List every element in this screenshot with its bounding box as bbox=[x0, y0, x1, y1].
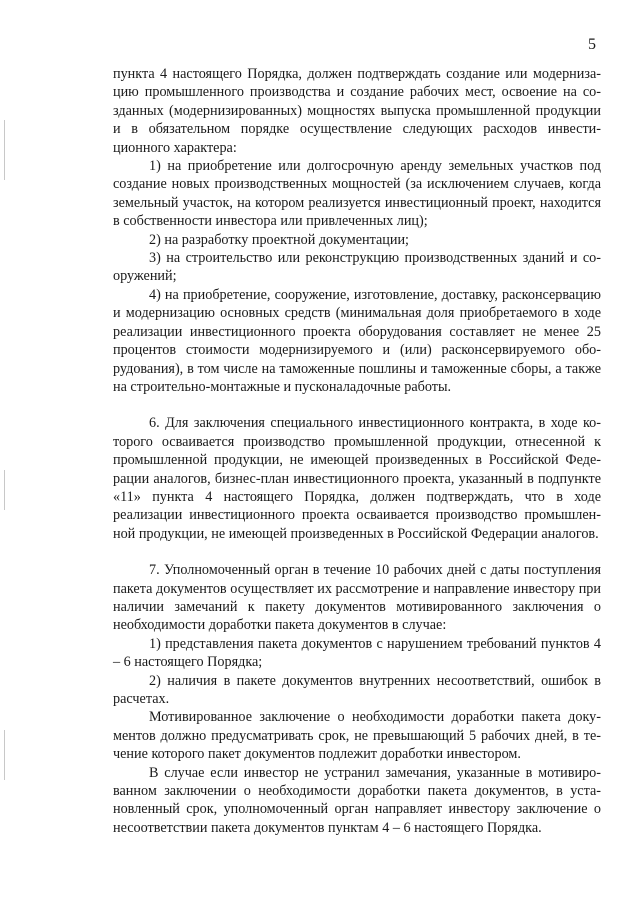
paragraph-point-7-item-1: 1) представления пакета документов с нарушением требований пунктов 4 – 6 настоящего Порядка; bbox=[113, 635, 601, 671]
paragraph-point-6: 6. Для заключения специального инвестиционного контракта, в ходе которого осваивается производство промышленной продукции, отнесенной к промышленной продукции, не имеющей произведенных в Российской Федерации аналогов, бизнес-план инвестиционного проекта, указанный в подпункте «11» пункта 4 настоящего Порядка, должен подтверждать, что в ходе реализации инвестиционного проекта осваивается производство промышленной продукции, не имеющей произведенных в Российской Федерации аналогов. bbox=[113, 415, 601, 542]
paragraph-non-compliance: В случае если инвестор не устранил замечания, указанные в мотивированном заключении о необходимости доработки пакета документов, в установленный срок, уполномоченный орган направляет инвестору заключение о несоответствии пакета документов пунктам 4 – 6 настоящего Порядка. bbox=[113, 764, 601, 836]
paragraph-item-1: 1) на приобретение или долгосрочную аренду земельных участков под создание новых производственных мощностей (за исключением случаев, когда земельный участок, на котором реализуется инвестиционный проект, находится в собственности инвестора или привлеченных лиц); bbox=[113, 158, 601, 230]
paragraph-reasoned-conclusion: Мотивированное заключение о необходимости доработки пакета документов должно предусматривать срок, не превышающий 5 рабочих дней, в течение которого пакет документов подлежит доработки инвестором. bbox=[113, 709, 601, 763]
paragraph-point-7-item-2: 2) наличия в пакете документов внутренних несоответствий, ошибок в расчетах. bbox=[113, 672, 601, 707]
paragraph-item-4: 4) на приобретение, сооружение, изготовление, доставку, расконсервацию и модернизацию основных средств (минимальная доля приобретаемого в ходе реализации инвестиционного проекта оборудования составляет не менее 25 процентов стоимости модернизируемого и (или) расконсервируемого оборудования), в том числе на таможенные пошлины и таможенные сборы, а также на строительно-монтажные и пусконаладочные работы. bbox=[113, 286, 601, 395]
scan-edge-mark bbox=[4, 470, 5, 510]
paragraph-point-7: 7. Уполномоченный орган в течение 10 рабочих дней с даты поступления пакета документов осуществляет их рассмотрение и направление инвестору при наличии замечаний к пакету документов мотивированного заключения о необходимости доработки пакета документов в случае: bbox=[113, 562, 601, 634]
paragraph-item-3: 3) на строительство или реконструкцию производственных зданий и сооружений; bbox=[113, 250, 601, 285]
paragraph-continuation: пункта 4 настоящего Порядка, должен подтверждать создание или модернизацию промышленного производства и создание рабочих мест, освоение на созданных (модернизированных) мощностях выпуска промышленной продукции и в обязательном порядке осуществление следующих расходов инвестиционного характера: bbox=[113, 66, 601, 156]
document-body bbox=[113, 65, 601, 837]
paragraph-item-2: 2) на разработку проектной документации; bbox=[149, 231, 409, 248]
page-number: 5 bbox=[588, 36, 596, 53]
scan-edge-mark bbox=[4, 730, 5, 780]
scan-edge-mark bbox=[4, 120, 5, 180]
